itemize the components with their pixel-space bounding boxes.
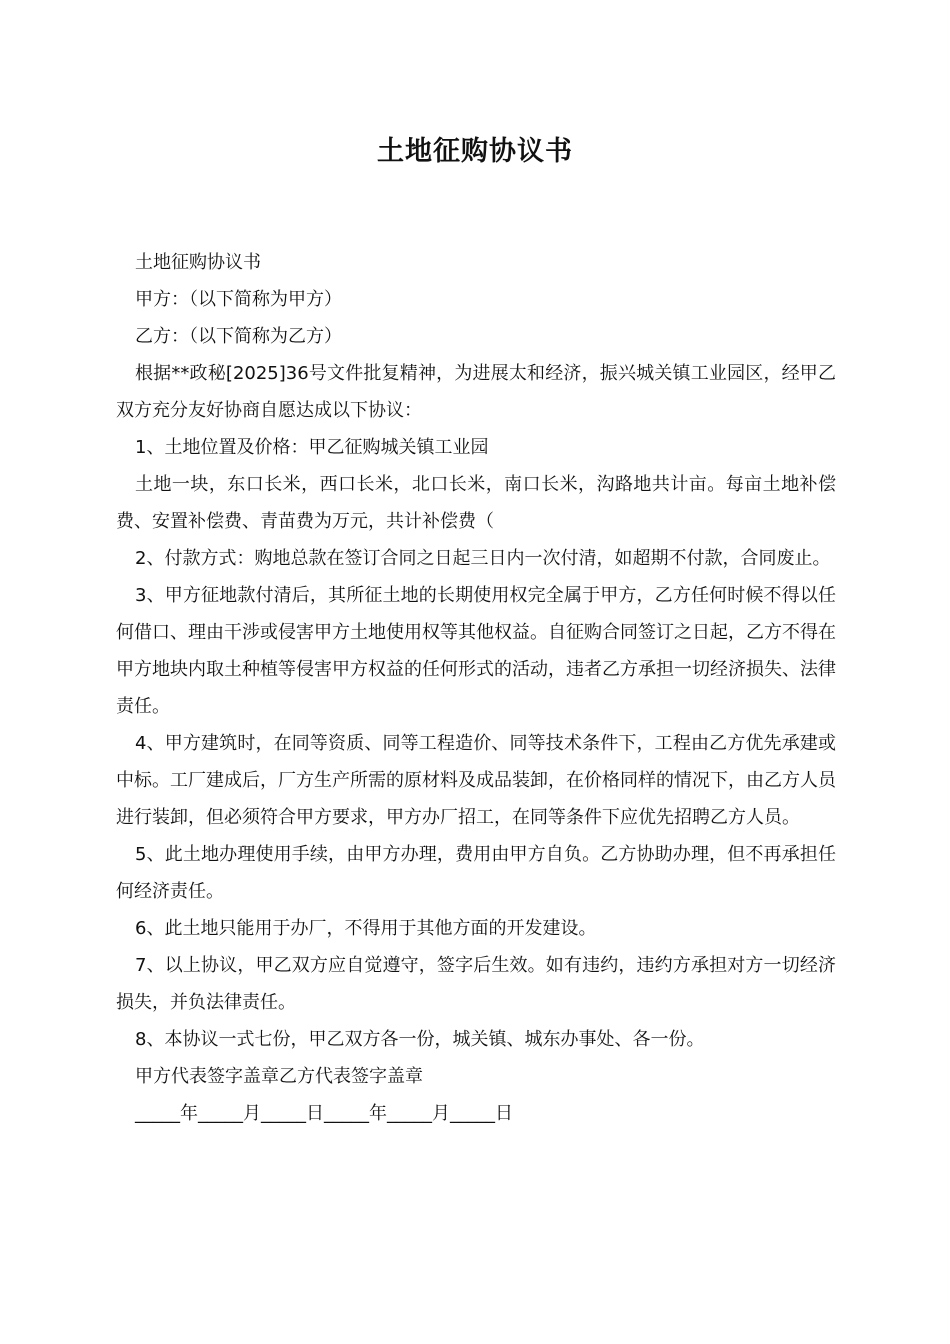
paragraph-clause-1: 1、土地位置及价格：甲乙征购城关镇工业园 [135, 437, 489, 458]
paragraph-party-a: 甲方：（以下简称为甲方） [135, 289, 342, 310]
paragraph-preamble: 根据**政秘[2025]36号文件批复精神，为进展太和经济，振兴城关镇工业园区，经甲乙双方充分友好协商自愿达成以下协议： [116, 363, 836, 421]
paragraph-clause-3: 3、甲方征地款付清后，其所征土地的长期使用权完全属于甲方，乙方任何时候不得以任何借口、理由干涉或侵害甲方土地使用权等其他权益。自征购合同签订之日起，乙方不得在甲方地块内取土种植等侵害甲方权益的任何形式的活动，违者乙方承担一切经济损失、法律责任。 [116, 585, 836, 717]
paragraph-party-b: 乙方：（以下简称为乙方） [135, 326, 342, 347]
signature-line: 甲方代表签字盖章乙方代表签字盖章 [135, 1066, 423, 1087]
paragraph-clause-6: 6、此土地只能用于办厂，不得用于其他方面的开发建设。 [135, 918, 597, 939]
date-line: _____年_____月_____日_____年_____月_____日 [135, 1103, 513, 1124]
paragraph-clause-5: 5、此土地办理使用手续，由甲方办理，费用由甲方自负。乙方协助办理，但不再承担任何经济责任。 [116, 844, 836, 902]
paragraph-clause-8: 8、本协议一式七份，甲乙双方各一份，城关镇、城东办事处、各一份。 [135, 1029, 705, 1050]
paragraph-heading: 土地征购协议书 [135, 252, 261, 273]
paragraph-clause-2: 2、付款方式：购地总款在签订合同之日起三日内一次付清，如超期不付款，合同废止。 [135, 548, 831, 569]
paragraph-clause-7: 7、以上协议，甲乙双方应自觉遵守，签字后生效。如有违约，违约方承担对方一切经济损失，并负法律责任。 [116, 955, 836, 1013]
document-title: 土地征购协议书 [377, 136, 573, 167]
paragraph-clause-4: 4、甲方建筑时，在同等资质、同等工程造价、同等技术条件下，工程由乙方优先承建或中标。工厂建成后，厂方生产所需的原材料及成品装卸，在价格同样的情况下，由乙方人员进行装卸，但必须符合甲方要求，甲方办厂招工，在同等条件下应优先招聘乙方人员。 [116, 733, 836, 828]
paragraph-land-details: 土地一块，东口长米，西口长米，北口长米，南口长米，沟路地共计亩。每亩土地补偿费、安置补偿费、青苗费为万元，共计补偿费（ [116, 474, 836, 532]
document-body [116, 244, 836, 1132]
